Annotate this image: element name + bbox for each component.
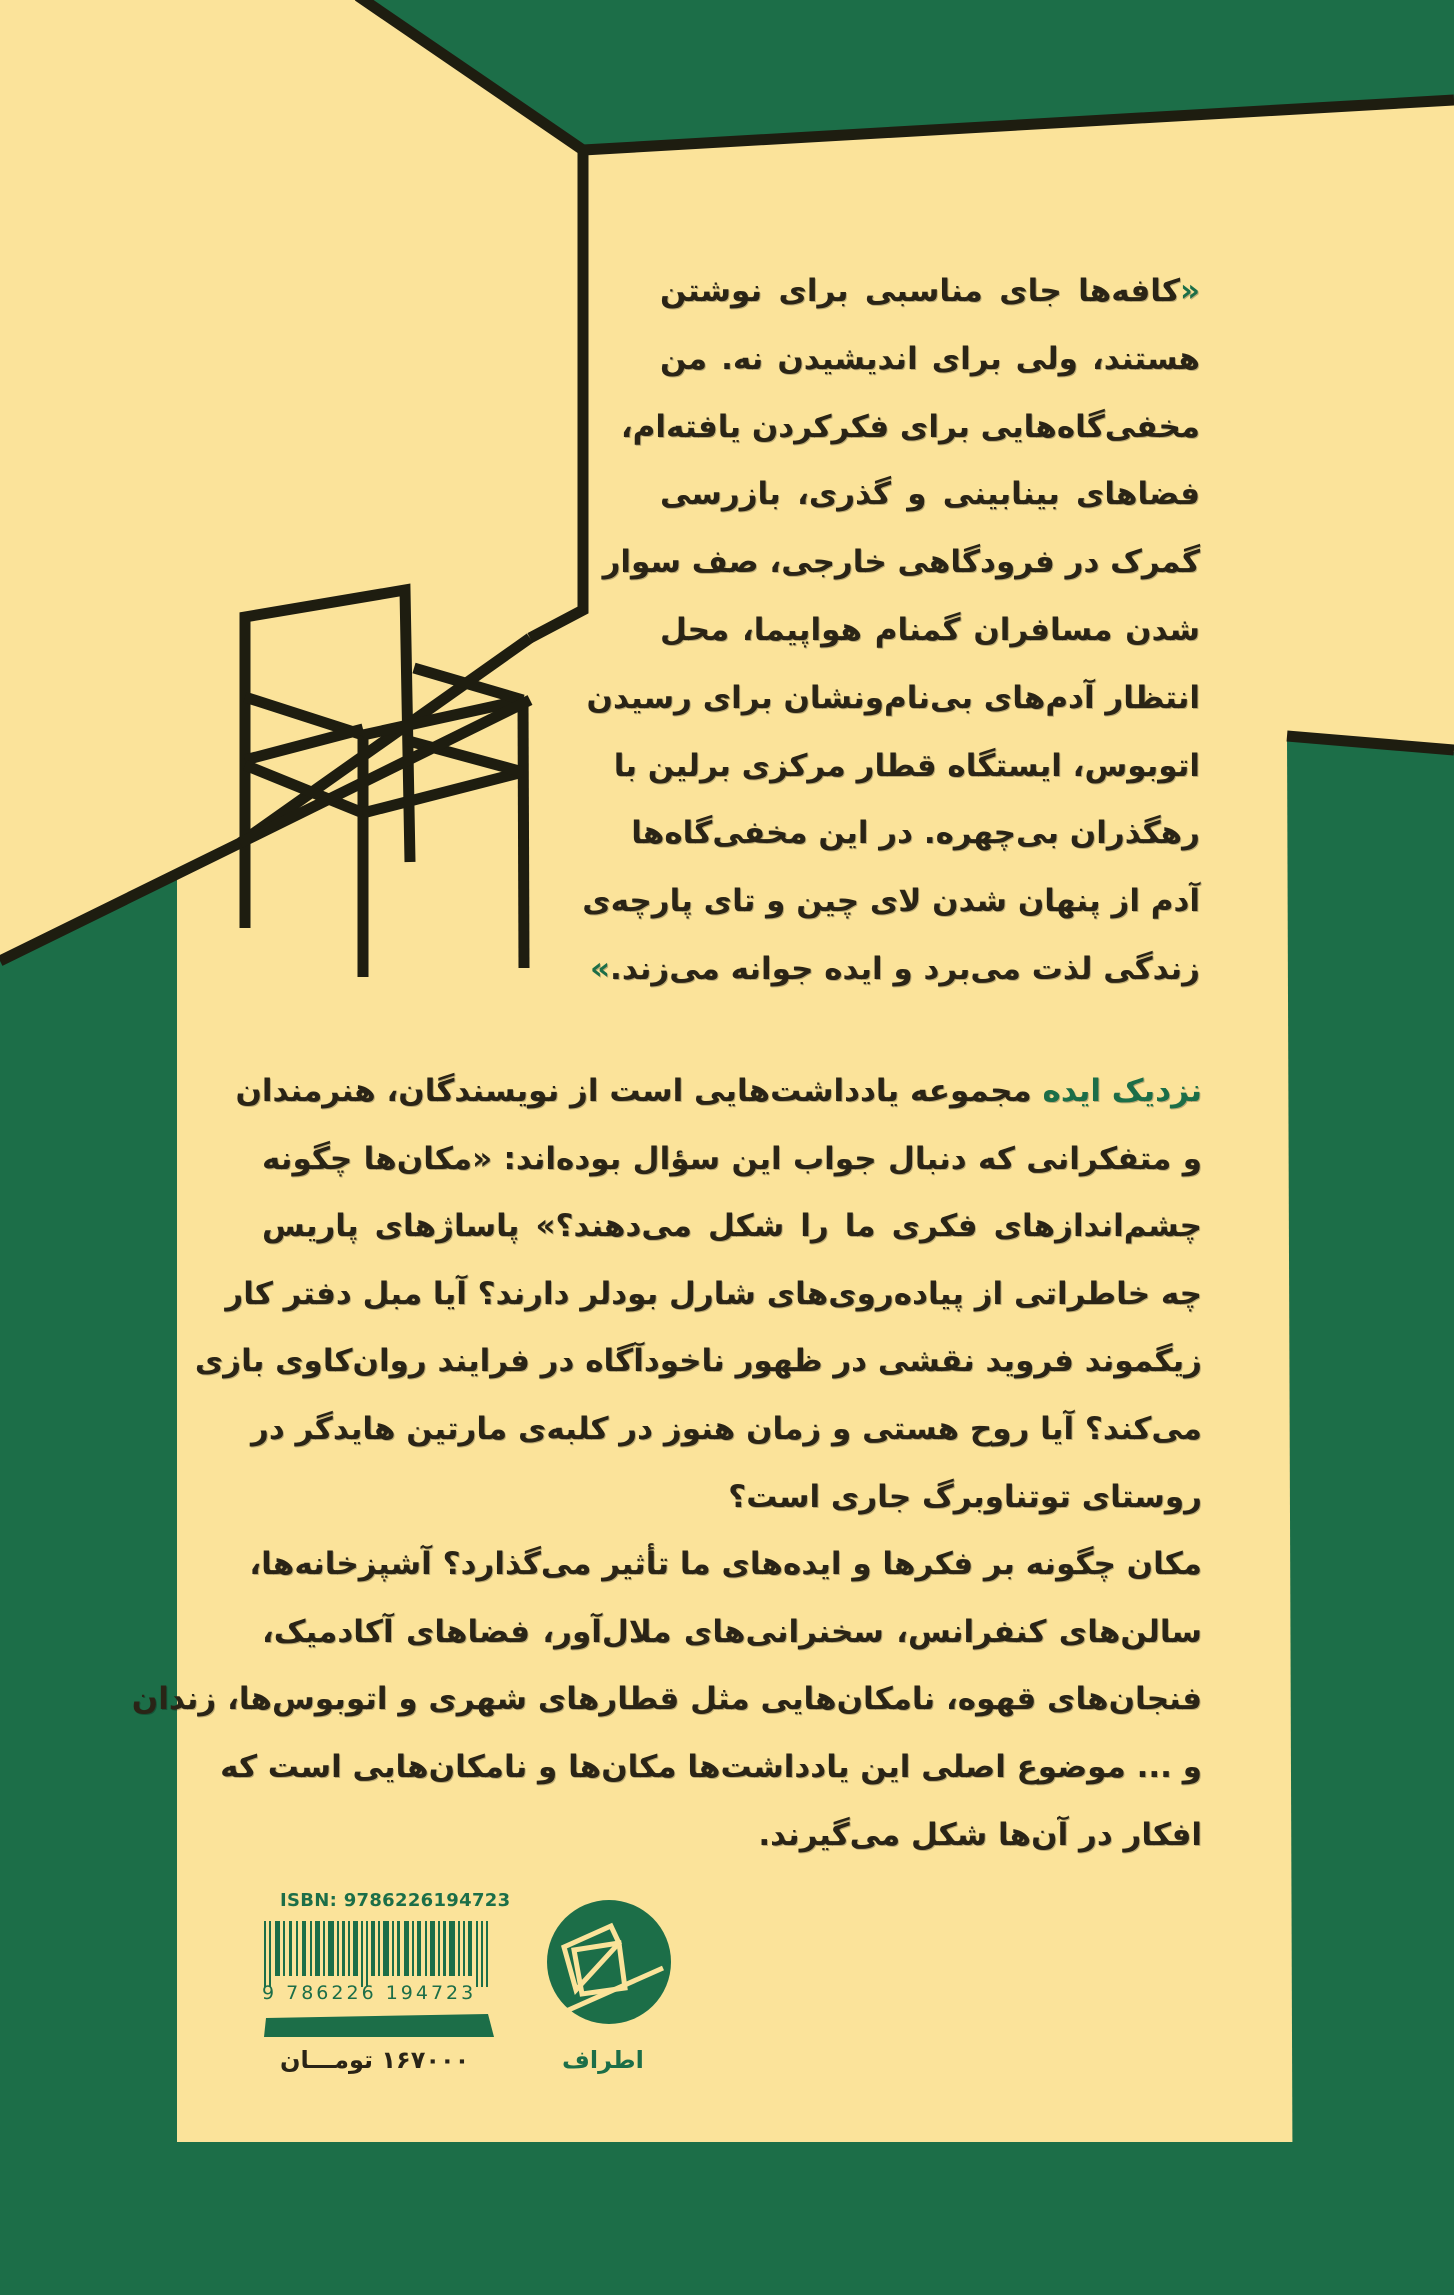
quote-open-mark: «	[1179, 273, 1200, 309]
description-line: افکار در آن‌ها شکل می‌گیرند.	[758, 1816, 1202, 1853]
barcode-digits: 9 786226 194723	[262, 1982, 477, 2004]
description-line: چه خاطراتی از پیاده‌روی‌های شارل بودلر دارند؟ آیا مبل دفتر کار	[225, 1275, 1202, 1312]
right-green-panel	[1287, 738, 1454, 2295]
book-description	[131, 1058, 1202, 1869]
quote-line: زندگی لذت می‌برد و ایده جوانه می‌زند.»	[590, 950, 1200, 987]
description-line: سالن‌های کنفرانس، سخنرانی‌های ملال‌آور، فضاهای آکادمیک،	[262, 1613, 1202, 1650]
left-green-panel	[0, 876, 177, 2295]
book-title: نزدیک ایده	[1042, 1073, 1202, 1109]
quote-line: رهگذران بی‌چهره. در این مخفی‌گاه‌ها	[631, 815, 1200, 852]
quote-close-mark: »	[590, 950, 611, 987]
quote-line: مخفی‌گاه‌هایی برای فکرکردن یافته‌ام،	[620, 408, 1200, 445]
chair-icon	[240, 590, 530, 977]
description-line: می‌کند؟ آیا روح هستی و زمان هنوز در کلبه‌ی مارتین هایدگر در	[250, 1410, 1202, 1447]
description-line: روستای توتناوبرگ جاری است؟	[728, 1478, 1202, 1515]
description-line: چشم‌اندازهای فکری ما را شکل می‌دهند؟» پاساژهای پاریس	[262, 1208, 1202, 1245]
description-line: فنجان‌های قهوه، نامکان‌هایی مثل قطارهای شهری و اتوبوس‌ها، زندان	[131, 1681, 1202, 1718]
description-line: نزدیک ایده مجموعه یادداشت‌هایی است از نویسندگان، هنرمندان	[235, 1073, 1202, 1109]
quote-line: «کافه‌ها جای مناسبی برای نوشتن	[660, 273, 1200, 309]
quote-line: اتوبوس، ایستگاه قطار مرکزی برلین با	[613, 747, 1200, 784]
description-line: و متفکرانی که دنبال جواب این سؤال بوده‌اند: «مکان‌ها چگونه	[262, 1140, 1202, 1177]
quote-line: فضاهای بینابینی و گذری، بازرسی	[660, 476, 1200, 513]
publisher-name: اطراف	[562, 2046, 644, 2074]
description-line: زیگموند فروید نقشی در ظهور ناخودآگاه در فرایند روان‌کاوی بازی	[194, 1343, 1202, 1380]
quote-line: انتظار آدم‌های بی‌نام‌ونشان برای رسیدن	[586, 679, 1200, 716]
quote-line: شدن مسافران گمنام هواپیما، محل	[660, 611, 1200, 648]
quote-line: گمرک در فرودگاهی خارجی، صف سوار	[602, 544, 1200, 581]
description-line: و ... موضوع اصلی این یادداشت‌ها مکان‌ها و نامکان‌هایی است که	[220, 1748, 1202, 1785]
bottom-green-panel	[0, 2142, 1454, 2295]
quote-line: آدم از پنهان شدن لای چین و تای پارچه‌ی	[582, 883, 1200, 920]
barcode	[264, 1921, 488, 1987]
isbn-label: ISBN: 9786226194723	[280, 1890, 511, 1911]
description-line: مکان چگونه بر فکرها و ایده‌های ما تأثیر می‌گذارد؟ آشپزخانه‌ها،	[249, 1546, 1202, 1583]
barcode-underline-bar	[264, 2014, 494, 2037]
publisher-logo-icon	[528, 1900, 671, 2028]
quote-line: هستند، ولی برای اندیشیدن نه. من	[660, 340, 1200, 377]
price-label: ۱۶۷۰۰۰ تومـــان	[280, 2046, 470, 2074]
back-cover-quote	[582, 258, 1200, 1004]
